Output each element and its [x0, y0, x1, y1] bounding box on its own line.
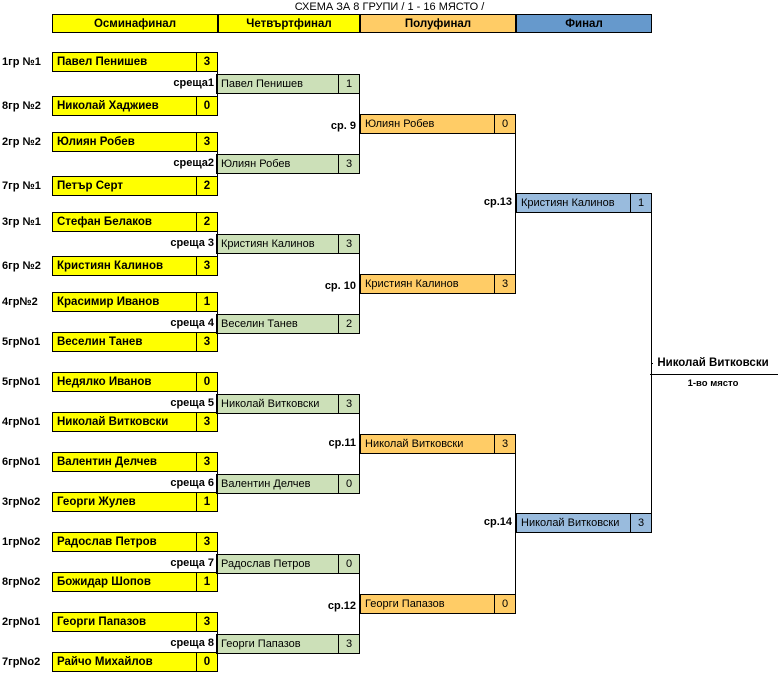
connector	[217, 382, 218, 404]
player-name: Павел Пенишев	[221, 78, 304, 90]
player-name: Красимир Иванов	[57, 296, 160, 308]
match-label: ср. 9	[330, 120, 356, 132]
player-name: Николай Витковски	[221, 398, 320, 410]
player-score: 0	[338, 475, 359, 493]
group-label: 8грNo2	[2, 576, 41, 588]
connector	[359, 244, 360, 284]
player-name: Кристиян Калинов	[521, 197, 615, 209]
connector	[217, 644, 218, 666]
match-label: ср.12	[327, 600, 356, 612]
r1-slot	[52, 372, 218, 392]
player-score: 3	[338, 635, 359, 653]
connector	[359, 284, 360, 324]
connector	[515, 124, 516, 204]
group-label: 1грNo2	[2, 536, 41, 548]
group-label: 6грNo1	[2, 456, 41, 468]
player-score: 3	[630, 514, 651, 532]
player-score: 1	[196, 493, 217, 511]
player-score: 0	[338, 555, 359, 573]
player-score: 3	[494, 275, 515, 293]
group-label: 7грNo2	[2, 656, 41, 668]
connector	[359, 84, 360, 124]
group-label: 2гр №2	[2, 136, 41, 148]
round-header-final: Финал	[516, 14, 652, 33]
player-name: Николай Хаджиев	[57, 100, 159, 112]
player-name: Георги Папазов	[365, 598, 445, 610]
connector	[217, 462, 218, 484]
player-score: 0	[196, 653, 217, 671]
r3-slot	[360, 274, 516, 294]
player-score: 1	[196, 573, 217, 591]
round-header-osminafinal: Осминафинал	[52, 14, 218, 33]
r1-slot	[52, 132, 218, 152]
match-label: среща 7	[170, 557, 214, 569]
player-score: 3	[196, 333, 217, 351]
r2-slot	[216, 154, 360, 174]
round-header-chetvartfinal: Четвъртфинал	[218, 14, 360, 33]
r1-slot	[52, 452, 218, 472]
r1-slot	[52, 212, 218, 232]
player-name: Павел Пенишев	[57, 56, 148, 68]
connector	[217, 164, 218, 186]
player-name: Николай Витковски	[521, 517, 620, 529]
player-score: 3	[338, 235, 359, 253]
r1-slot	[52, 96, 218, 116]
group-label: 3грNo2	[2, 496, 41, 508]
group-label: 8гр №2	[2, 100, 41, 112]
connector	[515, 444, 516, 524]
player-score: 3	[196, 413, 217, 431]
connector	[515, 204, 516, 284]
connector	[359, 444, 360, 484]
player-score: 2	[196, 177, 217, 195]
r1-slot	[52, 176, 218, 196]
match-label: среща2	[173, 157, 214, 169]
r2-slot	[216, 394, 360, 414]
match-label: ср.13	[483, 196, 512, 208]
group-label: 5грNo1	[2, 336, 41, 348]
connector	[217, 404, 218, 426]
connector	[359, 564, 360, 604]
group-label: 4грNo1	[2, 416, 41, 428]
connector	[651, 203, 652, 363]
player-score: 3	[196, 613, 217, 631]
r2-slot	[216, 314, 360, 334]
player-name: Радослав Петров	[221, 558, 311, 570]
match-label: ср.11	[328, 437, 356, 449]
match-label: ср. 10	[324, 280, 356, 292]
r1-slot	[52, 412, 218, 432]
player-name: Веселин Танев	[221, 318, 298, 330]
round-header-polufinal: Полуфинал	[360, 14, 516, 33]
player-name: Георги Жулев	[57, 496, 136, 508]
connector	[217, 84, 218, 106]
r4-slot	[516, 193, 652, 213]
r1-slot	[52, 332, 218, 352]
player-name: Николай Витковски	[365, 438, 464, 450]
connector	[651, 363, 652, 523]
r1-slot	[52, 532, 218, 552]
r2-slot	[216, 474, 360, 494]
player-score: 3	[196, 257, 217, 275]
player-score: 2	[196, 213, 217, 231]
player-score: 3	[494, 435, 515, 453]
group-label: 5грNo1	[2, 376, 41, 388]
match-label: ср.14	[483, 516, 512, 528]
r1-slot	[52, 572, 218, 592]
player-name: Юлиян Робев	[221, 158, 291, 170]
r2-slot	[216, 554, 360, 574]
r3-slot	[360, 594, 516, 614]
connector	[217, 62, 218, 84]
connector	[217, 324, 218, 346]
group-label: 3гр №1	[2, 216, 41, 228]
player-score: 1	[630, 194, 651, 212]
connector	[217, 222, 218, 244]
connector	[359, 124, 360, 164]
group-label: 7гр №1	[2, 180, 41, 192]
connector	[217, 622, 218, 644]
r2-slot	[216, 234, 360, 254]
r3-slot	[360, 114, 516, 134]
player-name: Валентин Делчев	[57, 456, 157, 468]
player-name: Юлиян Робев	[365, 118, 435, 130]
connector	[217, 244, 218, 266]
connector	[217, 564, 218, 586]
player-score: 3	[338, 155, 359, 173]
connector	[217, 302, 218, 324]
player-name: Божидар Шопов	[57, 576, 151, 588]
match-label: среща 3	[170, 237, 214, 249]
player-score: 3	[196, 533, 217, 551]
group-label: 2грNo1	[2, 616, 41, 628]
r1-slot	[52, 612, 218, 632]
player-score: 0	[196, 97, 217, 115]
player-score: 3	[196, 53, 217, 71]
connector	[217, 484, 218, 506]
player-name: Петър Серт	[57, 180, 123, 192]
match-label: среща 5	[170, 397, 214, 409]
match-label: среща 6	[170, 477, 214, 489]
player-name: Кристиян Калинов	[221, 238, 315, 250]
player-score: 2	[338, 315, 359, 333]
player-name: Георги Папазов	[221, 638, 301, 650]
player-name: Райчо Михайлов	[57, 656, 153, 668]
connector	[359, 404, 360, 444]
r1-slot	[52, 52, 218, 72]
connector	[651, 363, 653, 364]
player-score: 0	[196, 373, 217, 391]
champion-name: Николай Витковски	[657, 357, 769, 369]
r3-slot	[360, 434, 516, 454]
connector	[359, 604, 360, 644]
r1-slot	[52, 492, 218, 512]
player-score: 0	[494, 115, 515, 133]
player-name: Радослав Петров	[57, 536, 157, 548]
group-label: 1гр №1	[2, 56, 41, 68]
match-label: среща1	[173, 77, 214, 89]
champion-underline	[650, 374, 778, 375]
player-name: Стефан Белаков	[57, 216, 152, 228]
group-label: 6гр №2	[2, 260, 41, 272]
player-score: 0	[494, 595, 515, 613]
champion-place: 1-во място	[687, 378, 739, 389]
group-label: 4гр№2	[2, 296, 38, 308]
player-name: Николай Витковски	[57, 416, 169, 428]
player-name: Валентин Делчев	[221, 478, 311, 490]
player-score: 3	[196, 133, 217, 151]
player-name: Недялко Иванов	[57, 376, 152, 388]
player-score: 1	[196, 293, 217, 311]
r2-slot	[216, 74, 360, 94]
player-name: Веселин Танев	[57, 336, 143, 348]
player-name: Кристиян Калинов	[57, 260, 164, 272]
r1-slot	[52, 652, 218, 672]
r2-slot	[216, 634, 360, 654]
r1-slot	[52, 292, 218, 312]
player-score: 3	[196, 453, 217, 471]
r1-slot	[52, 256, 218, 276]
connector	[217, 542, 218, 564]
connector	[515, 524, 516, 604]
connector	[217, 142, 218, 164]
match-label: среща 4	[170, 317, 214, 329]
r4-slot	[516, 513, 652, 533]
player-score: 1	[338, 75, 359, 93]
player-name: Юлиян Робев	[57, 136, 135, 148]
player-name: Кристиян Калинов	[365, 278, 459, 290]
match-label: среща 8	[170, 637, 214, 649]
page-title: СХЕМА ЗА 8 ГРУПИ / 1 - 16 МЯСТО /	[294, 1, 485, 13]
player-name: Георги Папазов	[57, 616, 147, 628]
player-score: 3	[338, 395, 359, 413]
